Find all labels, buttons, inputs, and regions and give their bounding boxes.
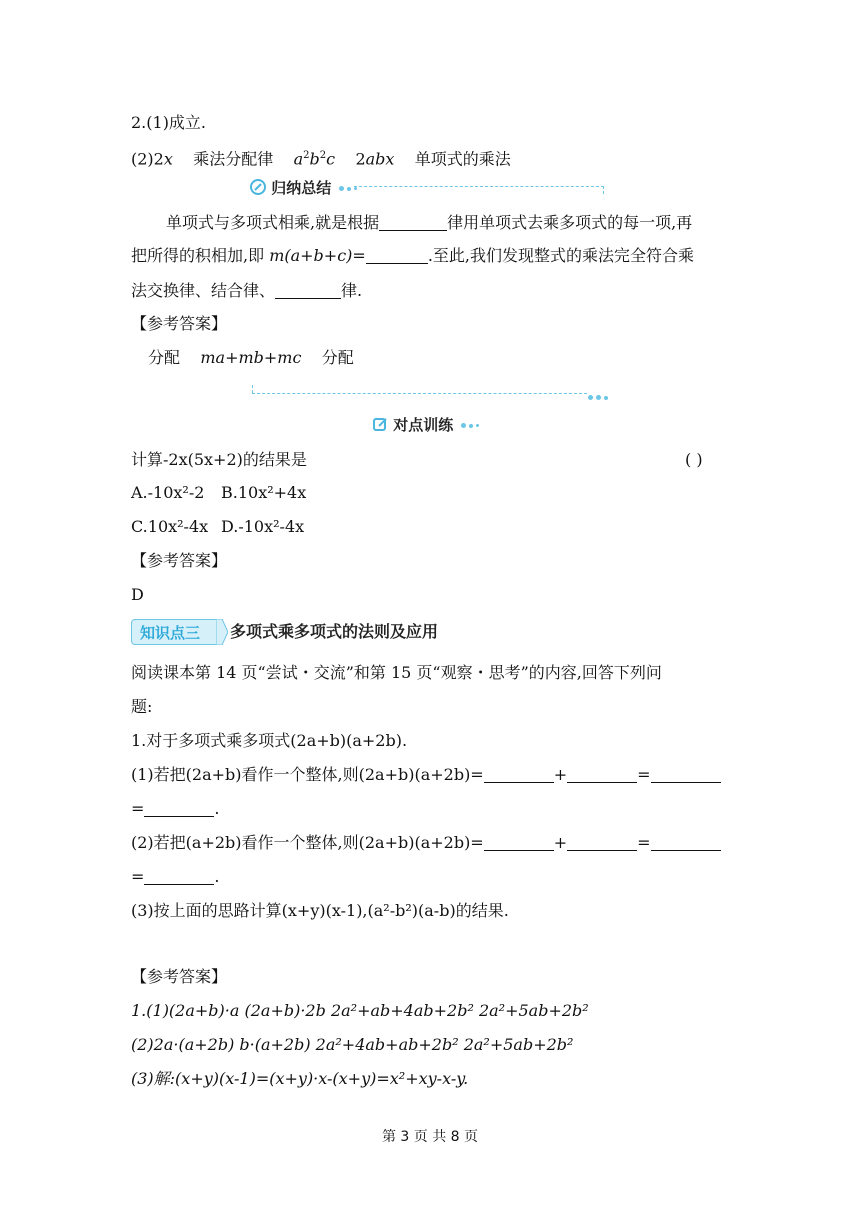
option-b: B.10x²+4x — [221, 483, 307, 502]
kp3-answer-2: (2)2a·(a+2b) b·(a+2b) 2a²+4ab+ab+2b² 2a²+5ab+2b² — [131, 1035, 574, 1054]
practice-heading: 对点训练 — [372, 415, 479, 435]
edit-icon — [372, 416, 388, 432]
option-d: D.-10x²-4x — [221, 517, 305, 536]
page-footer: 第 3 页 共 8 页 — [381, 1129, 479, 1145]
summary-para-3: 法交换律、结合律、 律. — [131, 281, 363, 300]
kp3-q1-2-cont: = . — [131, 867, 220, 886]
answer-label-3: 【参考答案】 — [131, 967, 228, 986]
summary-top-rule — [354, 186, 604, 187]
answer-label: 【参考答案】 — [131, 314, 228, 333]
practice-question: 计算-2x(5x+2)的结果是 — [131, 450, 307, 469]
option-c: C.10x²-4x — [131, 517, 209, 536]
kp3-q1-2: (2)若把(a+2b)看作一个整体,则(2a+b)(a+2b)= + = — [131, 832, 721, 854]
kp3-tag-arrow-icon — [216, 619, 228, 645]
option-a: A.-10x²-2 — [131, 483, 205, 502]
summary-bottom-rule — [252, 393, 587, 394]
practice-answer: D — [131, 585, 144, 604]
kp3-q1: 1.对于多项式乘多项式(2a+b)(a+2b). — [131, 731, 408, 750]
kp3-tag-text: 知识点三 — [140, 624, 201, 642]
summary-answer: 分配 ma+mb+mc 分配 — [148, 348, 354, 367]
kp3-title: 多项式乘多项式的法则及应用 — [230, 622, 439, 641]
summary-para-2: 把所得的积相加,即 m(a+b+c)= .至此,我们发现整式的乘法完全符合乘 — [131, 246, 694, 265]
summary-para-1: 单项式与多项式相乘,就是根据 律用单项式去乘多项式的每一项,再 — [166, 213, 693, 232]
summary-bottom-dots — [585, 387, 608, 406]
kp3-intro-1: 阅读课本第 14 页“尝试・交流”和第 15 页“观察・思考”的内容,回答下列问 — [131, 663, 662, 682]
summary-bottom-corner — [252, 385, 254, 393]
kp3-q1-1-cont: = . — [131, 799, 220, 818]
answer-label-2: 【参考答案】 — [131, 551, 228, 570]
kp3-q1-1: (1)若把(2a+b)看作一个整体,则(2a+b)(a+2b)= + = — [131, 764, 721, 786]
pencil-icon — [250, 179, 266, 195]
answer-line-2-1: 2.(1)成立. — [131, 113, 207, 132]
kp3-q1-3: (3)按上面的思路计算(x+y)(x-1),(a²-b²)(a-b)的结果. — [131, 901, 509, 920]
kp3-answer-3: (3)解:(x+y)(x-1)=(x+y)·x-(x+y)=x²+xy-x-y. — [131, 1069, 469, 1088]
kp3-tag — [131, 619, 219, 645]
answer-line-2-2: (2)2x 乘法分配律 $a^2b^2c$ 2abx 单项式的乘法 — [131, 149, 511, 169]
practice-answer-paren: ( ) — [685, 450, 703, 469]
kp3-answer-1: 1.(1)(2a+b)·a (2a+b)·2b 2a²+ab+4ab+2b² 2a²+5ab+2b² — [131, 1001, 589, 1020]
summary-heading: 归纳总结 — [250, 178, 357, 198]
kp3-intro-2: 题: — [131, 697, 153, 716]
summary-top-corner — [603, 186, 605, 194]
